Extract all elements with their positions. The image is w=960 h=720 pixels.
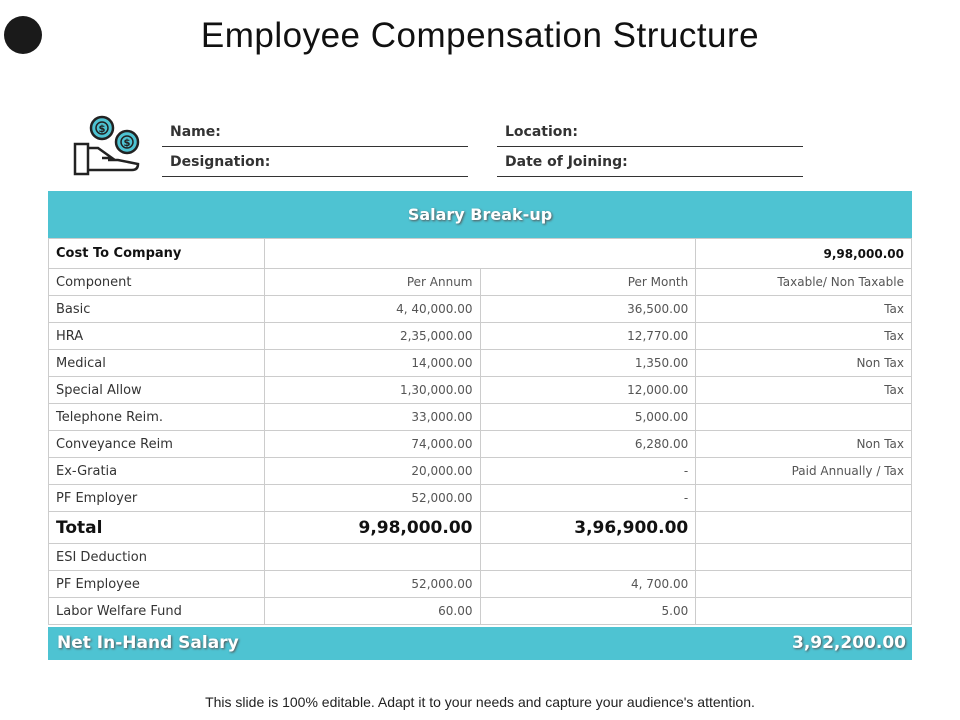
row-cell: 9,98,000.00 — [264, 512, 480, 544]
row-cell: 60.00 — [264, 598, 480, 625]
row-cell: Non Tax — [696, 350, 912, 377]
row-label: Labor Welfare Fund — [49, 598, 265, 625]
row-cell — [480, 544, 696, 571]
row-cell: 74,000.00 — [264, 431, 480, 458]
row-cell: 36,500.00 — [480, 296, 696, 323]
table-row — [49, 431, 912, 458]
row-cell — [696, 485, 912, 512]
column-header: Component — [49, 269, 265, 296]
row-label: ESI Deduction — [49, 544, 265, 571]
ctc-label: Cost To Company — [49, 239, 265, 269]
row-cell — [696, 598, 912, 625]
row-cell: 33,000.00 — [264, 404, 480, 431]
column-header: Per Annum — [264, 269, 480, 296]
row-cell: Tax — [696, 377, 912, 404]
date-of-joining-field[interactable]: Date of Joining: — [497, 147, 803, 177]
salary-breakup-header: Salary Break-up — [48, 191, 912, 238]
row-cell: 6,280.00 — [480, 431, 696, 458]
row-cell: - — [480, 458, 696, 485]
salary-table — [48, 238, 912, 625]
row-label: Conveyance Reim — [49, 431, 265, 458]
row-cell — [696, 404, 912, 431]
table-row — [49, 350, 912, 377]
deduction-row — [49, 571, 912, 598]
row-cell: 12,770.00 — [480, 323, 696, 350]
designation-field[interactable]: Designation: — [162, 147, 468, 177]
row-cell: Paid Annually / Tax — [696, 458, 912, 485]
row-label: Telephone Reim. — [49, 404, 265, 431]
name-field[interactable]: Name: — [162, 117, 468, 147]
row-cell: Non Tax — [696, 431, 912, 458]
row-cell: 2,35,000.00 — [264, 323, 480, 350]
row-cell: Tax — [696, 323, 912, 350]
net-salary-label: Net In-Hand Salary — [57, 633, 239, 653]
row-cell: 52,000.00 — [264, 571, 480, 598]
row-label: HRA — [49, 323, 265, 350]
row-cell — [696, 571, 912, 598]
row-label: PF Employee — [49, 571, 265, 598]
row-label: PF Employer — [49, 485, 265, 512]
row-cell: 52,000.00 — [264, 485, 480, 512]
table-row — [49, 458, 912, 485]
row-cell: 1,30,000.00 — [264, 377, 480, 404]
hand-coins-icon — [72, 114, 142, 180]
location-field[interactable]: Location: — [497, 117, 803, 147]
row-cell: 4, 700.00 — [480, 571, 696, 598]
table-row — [49, 485, 912, 512]
row-cell: - — [480, 485, 696, 512]
row-label: Medical — [49, 350, 265, 377]
table-row — [49, 323, 912, 350]
column-header: Taxable/ Non Taxable — [696, 269, 912, 296]
column-header-row — [49, 269, 912, 296]
row-label: Total — [49, 512, 265, 544]
row-cell: 4, 40,000.00 — [264, 296, 480, 323]
row-cell: 1,350.00 — [480, 350, 696, 377]
row-cell: 5,000.00 — [480, 404, 696, 431]
deduction-row — [49, 598, 912, 625]
row-cell: 14,000.00 — [264, 350, 480, 377]
row-cell: 3,96,900.00 — [480, 512, 696, 544]
row-cell — [696, 512, 912, 544]
ctc-value: 9,98,000.00 — [696, 239, 912, 269]
row-label: Basic — [49, 296, 265, 323]
svg-text:$: $ — [98, 124, 106, 135]
row-cell — [264, 544, 480, 571]
row-cell: 12,000.00 — [480, 377, 696, 404]
total-row — [49, 512, 912, 544]
ctc-row — [49, 239, 912, 269]
row-label: Ex-Gratia — [49, 458, 265, 485]
net-salary-value: 3,92,200.00 — [791, 633, 906, 653]
svg-text:$: $ — [123, 138, 131, 149]
footer-text: This slide is 100% editable. Adapt it to your needs and capture your audience's attention. — [205, 694, 755, 710]
table-row — [49, 296, 912, 323]
row-cell — [696, 544, 912, 571]
table-row — [49, 404, 912, 431]
row-cell: Tax — [696, 296, 912, 323]
row-cell: 5.00 — [480, 598, 696, 625]
row-label: Special Allow — [49, 377, 265, 404]
table-row — [49, 377, 912, 404]
net-salary-bar — [48, 627, 912, 660]
page-title: Employee Compensation Structure — [200, 16, 760, 55]
column-header: Per Month — [480, 269, 696, 296]
row-cell: 20,000.00 — [264, 458, 480, 485]
deduction-row — [49, 544, 912, 571]
